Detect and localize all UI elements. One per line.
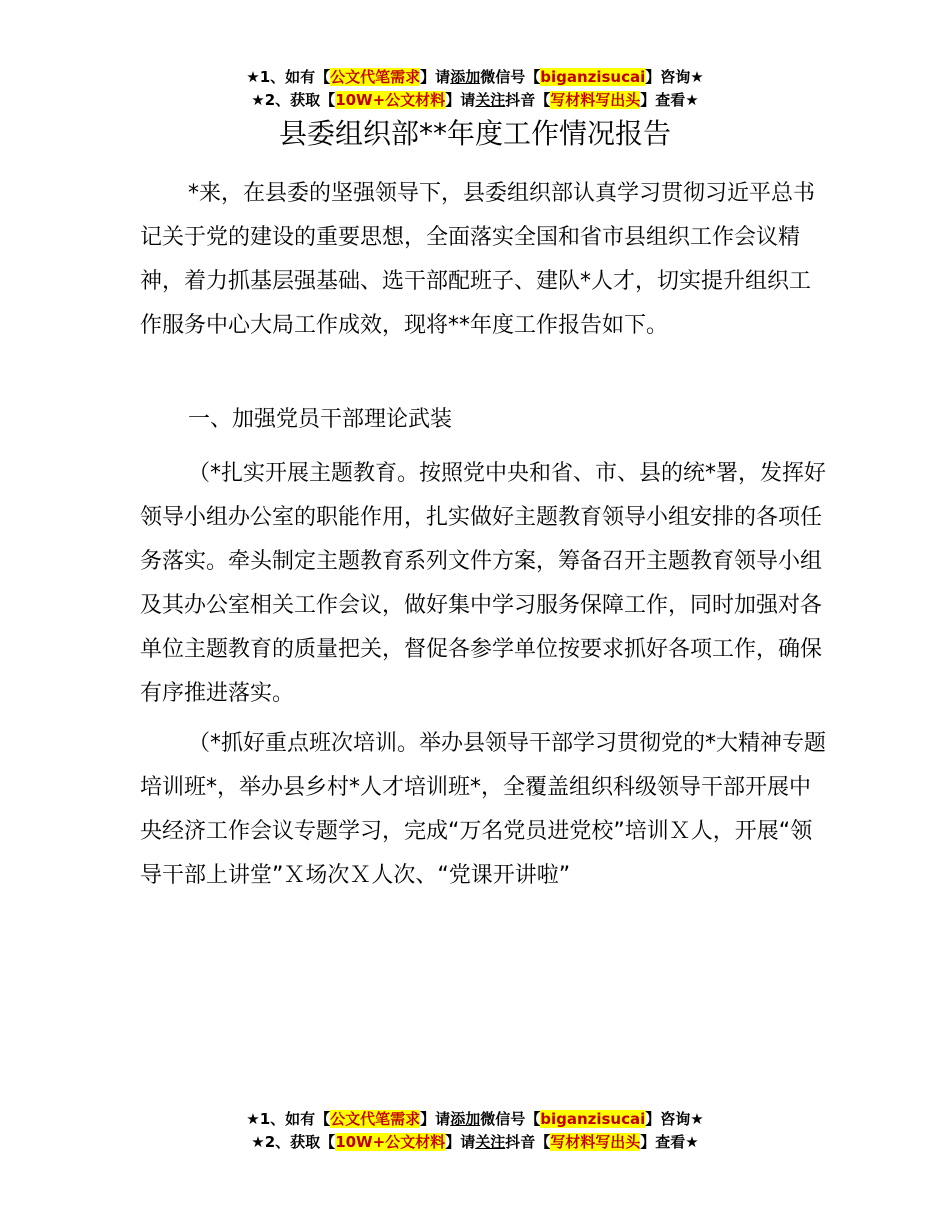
section-paragraph-2-block: [140, 722, 830, 898]
bottom-promo-banner: [0, 1108, 950, 1154]
section-paragraph-2: （*抓好重点班次培训。举办县领导干部学习贯彻党的*大精神专题培训班*，举办县乡村*人才培训班*，全覆盖组织科级领导干部开展中央经济工作会议专题学习，完成“万名党员进党校”培训Ｘ人，开展“领导干部上讲堂”Ｘ场次Ｘ人次、“党课开讲啦”: [140, 731, 827, 888]
promo-text: 】查看★: [640, 1133, 699, 1151]
top-promo-banner: [0, 66, 950, 112]
promo-highlight: 公文代笔需求: [330, 68, 421, 86]
promo-text: 抖音【: [505, 91, 551, 109]
section-heading: 一、加强党员干部理论武装: [188, 407, 453, 432]
promo-highlight: 10W+公文材料: [335, 91, 446, 109]
document-title: 县委组织部**年度工作情况报告: [278, 117, 671, 150]
promo-text: 抖音【: [505, 1133, 551, 1151]
promo-line-2: [0, 1131, 950, 1154]
promo-text: ★1、如有【: [246, 1110, 331, 1128]
promo-text: 】咨询★: [645, 68, 704, 86]
section-paragraph-1: （*扎实开展主题教育。按照党中央和省、市、县的统*署，发挥好领导小组办公室的职能作用，扎实做好主题教育领导小组安排的各项任务落实。牵头制定主题教育系列文件方案，筹备召开主题教育领导小组及其办公室相关工作会议，做好集中学习服务保障工作，同时加强对各单位主题教育的质量把关，督促各参学单位按要求抓好各项工作，确保有序推进落实。: [140, 461, 827, 706]
promo-highlight: 写材料写出头: [550, 91, 641, 109]
promo-line-2: [0, 89, 950, 112]
promo-highlight: biganzisucai: [540, 68, 646, 86]
promo-text: 微信号【: [480, 68, 541, 86]
section-paragraph-1-block: [140, 452, 830, 716]
promo-highlight: 公文代笔需求: [330, 1110, 421, 1128]
promo-text: 】请: [445, 1133, 476, 1151]
promo-text: 】请: [420, 68, 451, 86]
promo-underlined: 添加: [450, 1110, 481, 1128]
promo-underlined: 关注: [475, 91, 506, 109]
promo-text: 】咨询★: [645, 1110, 704, 1128]
promo-text: ★2、获取【: [251, 91, 336, 109]
promo-underlined: 关注: [475, 1133, 506, 1151]
promo-line-1: [0, 1108, 950, 1131]
promo-text: 微信号【: [480, 1110, 541, 1128]
promo-text: 】查看★: [640, 91, 699, 109]
intro-paragraph: *来，在县委的坚强领导下，县委组织部认真学习贯彻习近平总书记关于党的建设的重要思想，全面落实全国和省市县组织工作会议精神，着力抓基层强基础、选干部配班子、建队*人才，切实提升组织工作服务中心大局工作成效，现将**年度工作报告如下。: [140, 181, 816, 338]
intro-paragraph-block: [140, 172, 830, 348]
promo-highlight: 10W+公文材料: [335, 1133, 446, 1151]
section-heading-block: [140, 398, 830, 442]
promo-text: 】请: [420, 1110, 451, 1128]
promo-highlight: biganzisucai: [540, 1110, 646, 1128]
promo-underlined: 添加: [450, 68, 481, 86]
promo-highlight: 写材料写出头: [550, 1133, 641, 1151]
promo-text: ★1、如有【: [246, 68, 331, 86]
promo-text: 】请: [445, 91, 476, 109]
promo-line-1: [0, 66, 950, 89]
promo-text: ★2、获取【: [251, 1133, 336, 1151]
